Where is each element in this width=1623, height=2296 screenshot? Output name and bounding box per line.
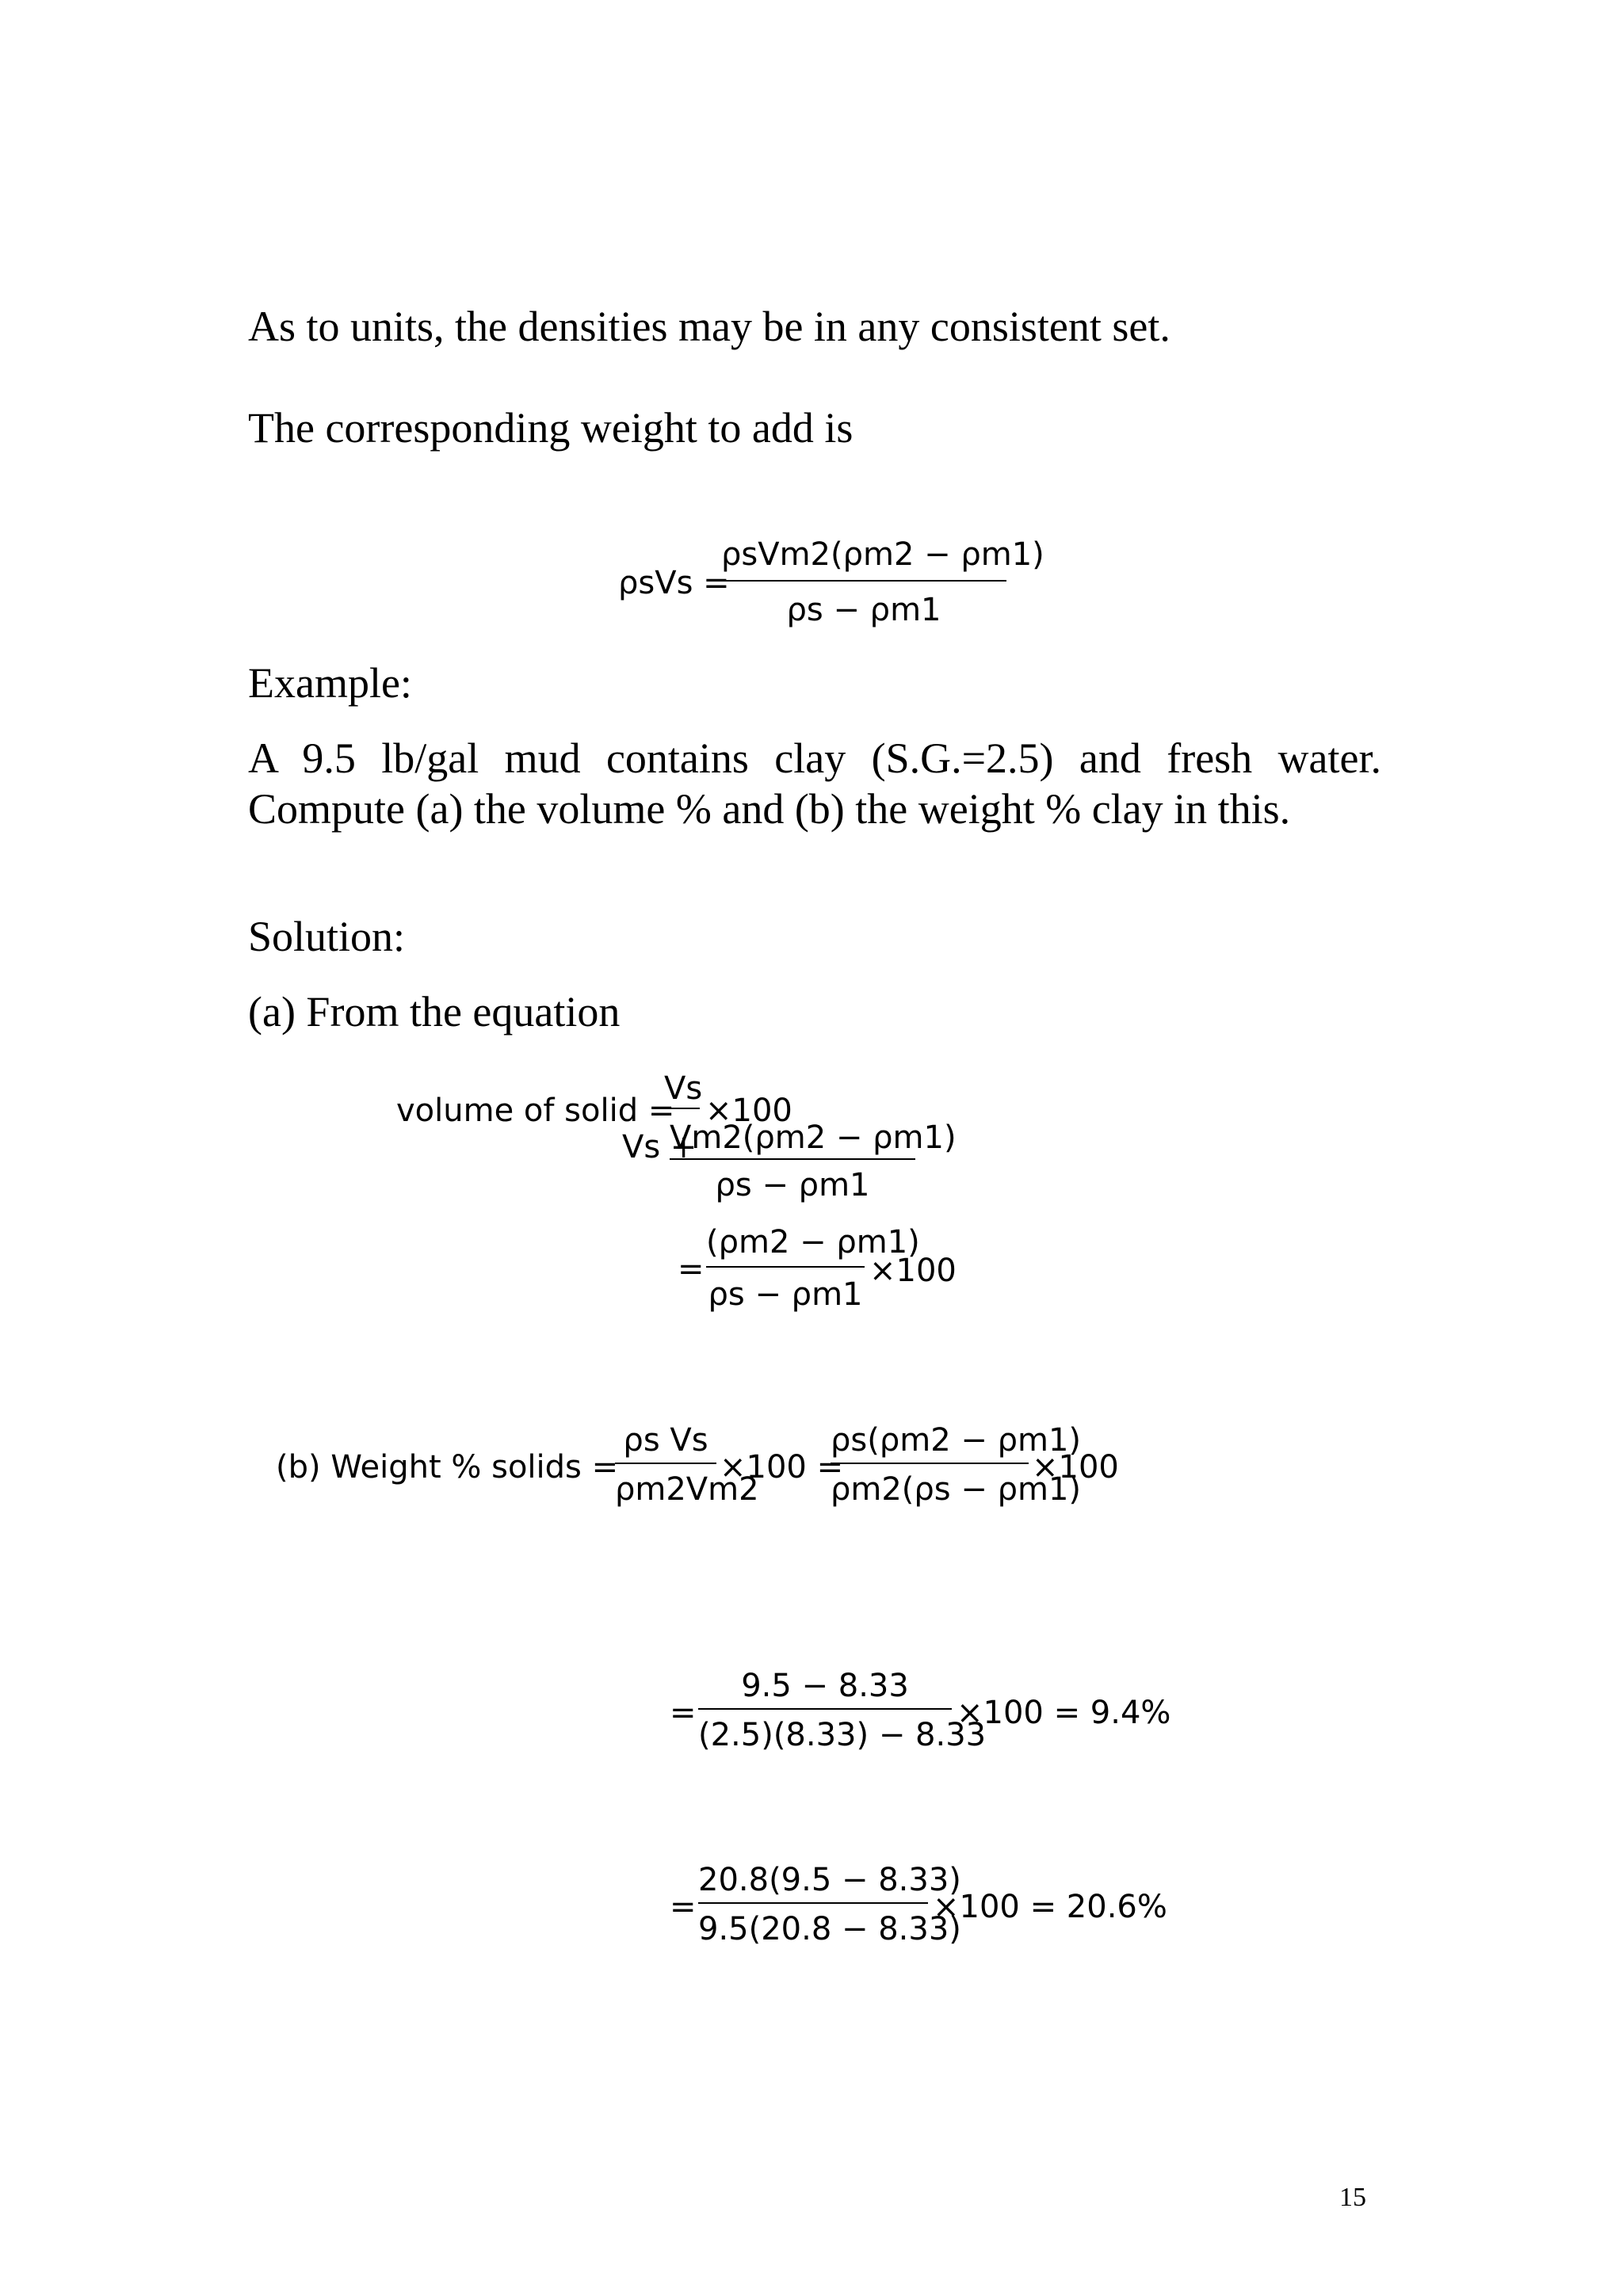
fraction-bar bbox=[662, 1108, 700, 1109]
weight-label: (b) Weight % solids = bbox=[276, 1449, 619, 1486]
eq-weight-add-fraction bbox=[721, 536, 1044, 631]
weight-frac1-numerator: ρs Vs bbox=[623, 1422, 708, 1459]
fraction-bar bbox=[698, 1902, 928, 1904]
eq-weight-add-numerator: ρsVm2(ρm2 − ρm1) bbox=[721, 536, 1044, 573]
fraction-bar bbox=[698, 1708, 952, 1710]
volume-inner-fraction bbox=[670, 1114, 957, 1203]
calc2-result: ×100 = 20.6% bbox=[933, 1889, 1167, 1925]
solution-heading: Solution: bbox=[248, 913, 406, 960]
calc1-denominator: (2.5)(8.33) − 8.33 bbox=[698, 1717, 987, 1753]
weight-sentence: The corresponding weight to add is bbox=[248, 404, 854, 452]
example-heading: Example: bbox=[248, 659, 412, 707]
example-problem: A 9.5 lb/gal mud contains clay (S.G.=2.5) and fresh water. Compute (a) the volume % and (b) the weight % clay in this. bbox=[248, 734, 1381, 833]
calc1-result: ×100 = 9.4% bbox=[957, 1695, 1171, 1731]
volume-multiplier: ×100 bbox=[705, 1093, 792, 1129]
weight-multiplier: ×100 bbox=[1032, 1449, 1119, 1486]
calc2-equals: = bbox=[670, 1889, 697, 1925]
calc2-denominator: 9.5(20.8 − 8.33) bbox=[698, 1911, 961, 1947]
calc1-equals: = bbox=[670, 1695, 697, 1731]
units-sentence: As to units, the densities may be in any consistent set. bbox=[248, 303, 1170, 350]
volume-denominator-lead: Vs + bbox=[622, 1129, 697, 1165]
fraction-bar bbox=[721, 580, 1006, 582]
volume-label: volume of solid = bbox=[396, 1093, 675, 1129]
part-a-intro: (a) From the equation bbox=[248, 988, 621, 1035]
weight-frac1-denominator: ρm2Vm2 bbox=[615, 1471, 759, 1508]
volume-numerator: Vs bbox=[664, 1070, 703, 1107]
fraction-bar bbox=[706, 1266, 865, 1268]
weight-fraction-1 bbox=[615, 1418, 759, 1513]
volume-inner-numerator: Vm2(ρm2 − ρm1) bbox=[670, 1119, 957, 1156]
volume-step2-equals: = bbox=[678, 1251, 705, 1287]
calc1-numerator: 9.5 − 8.33 bbox=[741, 1668, 909, 1704]
weight-frac2-numerator: ρs(ρm2 − ρm1) bbox=[831, 1422, 1081, 1459]
calc1-fraction bbox=[698, 1664, 987, 1759]
volume-inner-denominator: ρs − ρm1 bbox=[715, 1167, 870, 1203]
fraction-bar bbox=[615, 1463, 716, 1464]
fraction-bar bbox=[670, 1158, 915, 1160]
eq-weight-add-lhs: ρsVs = bbox=[618, 565, 730, 601]
calc2-numerator: 20.8(9.5 − 8.33) bbox=[698, 1862, 961, 1898]
volume-step2-numerator: (ρm2 − ρm1) bbox=[706, 1224, 920, 1261]
fraction-bar bbox=[831, 1463, 1029, 1464]
calc2-fraction bbox=[698, 1858, 961, 1953]
volume-step2-denominator: ρs − ρm1 bbox=[708, 1276, 863, 1313]
weight-frac2-denominator: ρm2(ρs − ρm1) bbox=[831, 1471, 1081, 1508]
eq-weight-add-denominator: ρs − ρm1 bbox=[786, 592, 941, 628]
volume-step2-multiplier: ×100 bbox=[869, 1253, 957, 1289]
weight-mid: ×100 = bbox=[720, 1449, 844, 1486]
page-number: 15 bbox=[1339, 2183, 1366, 2212]
